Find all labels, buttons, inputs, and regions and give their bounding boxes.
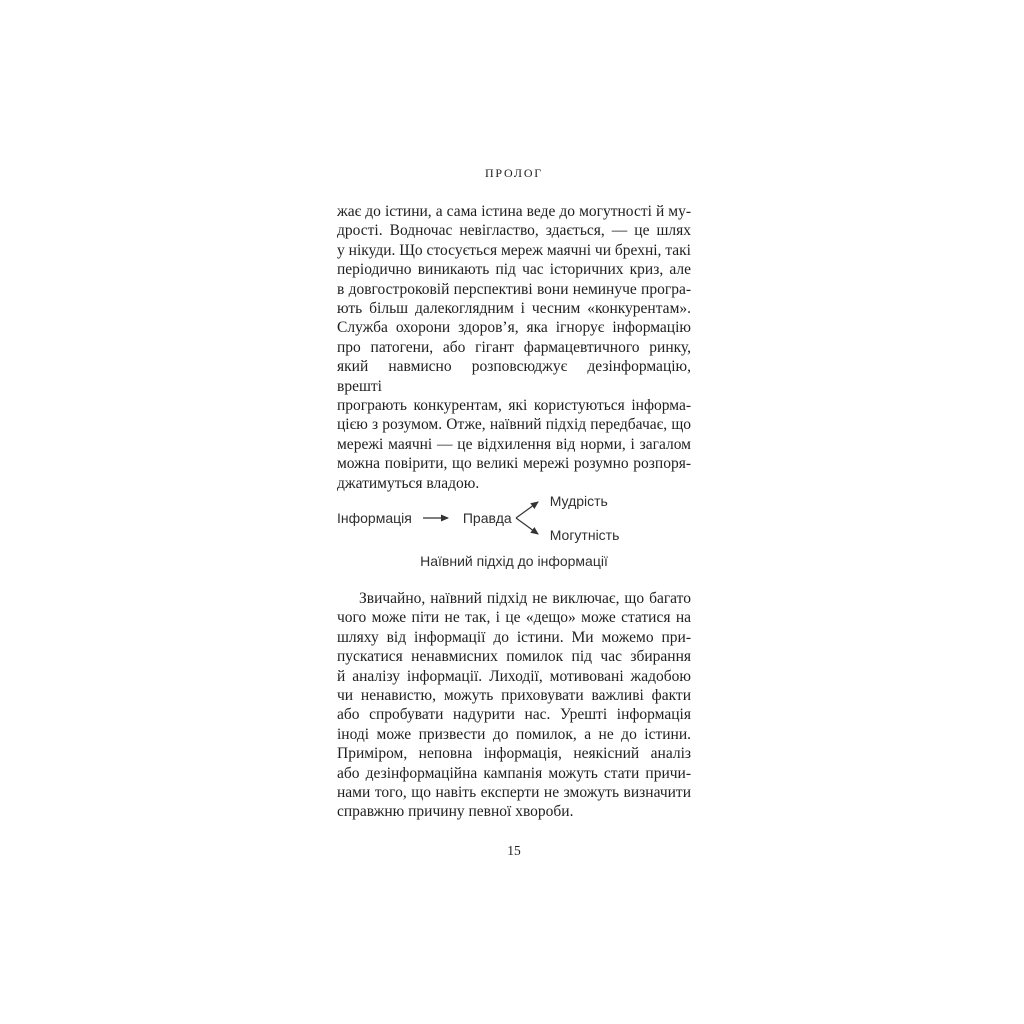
text-line: шляху від інформації до істини. Ми можемо при- (337, 628, 691, 646)
page-number: 15 (507, 843, 521, 858)
diagram-node-wisdom: Мудрість (549, 493, 608, 509)
body-paragraph-continuation (337, 202, 691, 493)
text-line: справжню причину певної хвороби. (337, 803, 574, 821)
diagram-node-truth: Правда (462, 510, 512, 526)
text-line: періодично виникають під час історичних криз, але (337, 261, 691, 279)
text-line: у нікуди. Що стосується мереж маячні чи брехні, такі (337, 241, 691, 259)
information-flow-diagram (337, 490, 619, 546)
text-line: Звичайно, наївний підхід не виключає, що багато (359, 590, 691, 607)
diagram-branch-labels (550, 493, 620, 543)
text-line: Служба охорони здоров’я, яка ігнорує інформацію (337, 319, 691, 337)
diagram-node-information: Інформація (337, 510, 412, 526)
text-line: пускатися ненавмисних помилок під час збирання (337, 648, 691, 666)
text-line: програють конкурентам, які користуються інформа- (337, 397, 691, 415)
branch-arrows-icon (514, 495, 546, 541)
running-header: ПРОЛОГ (484, 166, 544, 180)
text-line: можна повірити, що великі мережі розумно розпоря- (337, 455, 691, 473)
text-line: жає до істини, а сама істина веде до могутності й му- (337, 203, 691, 220)
text-line: Приміром, неповна інформація, неякісний аналіз (337, 745, 691, 763)
text-line: чого може піти не так, і це «дещо» може статися на (337, 609, 691, 627)
text-line: цією з розумом. Отже, наївний підхід передбачає, що (337, 416, 691, 434)
text-line: який навмисно розповсюджує дезінформацію, врешті (337, 358, 691, 395)
text-line: або спробувати надурити нас. Урешті інформація (337, 706, 691, 724)
text-line: й аналізу інформації. Лиходії, мотивовані жадобою (337, 667, 691, 685)
text-line: в довгостроковій перспективі вони неминуче програ- (337, 280, 691, 298)
diagram-node-power: Могутність (549, 527, 620, 543)
text-line: джатимуться владою. (337, 474, 480, 492)
text-line: мережі маячні — це відхилення від норми, і загалом (337, 435, 691, 453)
text-line: ють більш далекоглядним і чесним «конкурентам». (337, 300, 691, 318)
right-arrow-icon (422, 512, 456, 524)
diagram-caption: Наївний підхід до інформації (420, 553, 608, 569)
text-line: чи ненавистю, можуть приховувати важливі факти (337, 687, 691, 705)
text-line: або дезінформаційна кампанія можуть стати причи- (337, 764, 691, 782)
text-line: іноді може призвести до помилок, а не до істини. (337, 725, 691, 743)
text-line: дрості. Водночас невігластво, здається, — це шлях (337, 222, 691, 240)
text-line: про патогени, або гігант фармацевтичного ринку, (337, 338, 691, 356)
text-line: нами того, що навіть експерти не зможуть визначити (337, 784, 691, 802)
body-paragraph-main (337, 589, 691, 822)
